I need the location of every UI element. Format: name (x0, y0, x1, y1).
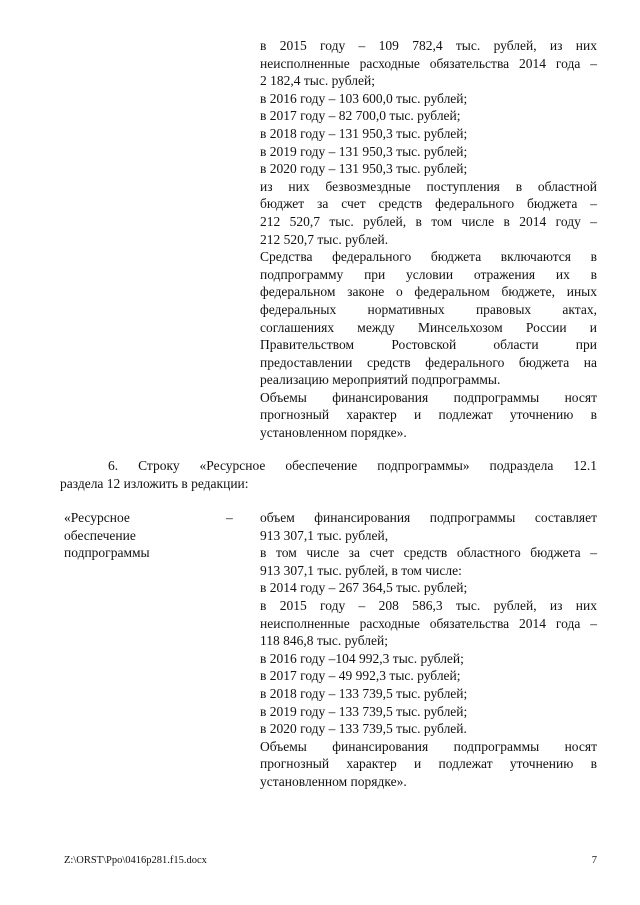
text-line: 212 520,7 тыс. рублей. (260, 231, 389, 247)
text-line: в 2017 году – 82 700,0 тыс. рублей; (260, 108, 461, 124)
text-line: в 2020 году – 131 950,3 тыс. рублей; (260, 161, 468, 177)
text-line: бюджет за счет средств федерального бюджета – (260, 196, 597, 212)
text-line: установленном порядке». (260, 773, 407, 789)
text-line: федеральном законе о федеральном бюджете, иных (260, 284, 597, 300)
paragraph-6 (60, 457, 597, 492)
text-line: установленном порядке». (260, 425, 407, 441)
text-line: федеральных нормативных правовых актах, (260, 301, 597, 317)
resource-label-line: «Ресурсное (64, 510, 130, 525)
text-line: прогнозный характер и подлежат уточнению в (260, 407, 597, 423)
resource-label (64, 509, 244, 562)
text-line: в 2017 году – 49 992,3 тыс. рублей; (260, 668, 461, 684)
text-line: 212 520,7 тыс. рублей, в том числе в 2014 году – (260, 213, 597, 229)
text-line: Объемы финансирования подпрограммы носят (260, 389, 597, 405)
text-line: в том числе за счет средств областного бюджета – (260, 545, 597, 561)
funding-block-1 (260, 37, 597, 442)
text-line: в 2015 году – 208 586,3 тыс. рублей, из них (260, 597, 597, 613)
text-line: объем финансирования подпрограммы составляет (260, 510, 597, 525)
label-dash: – (226, 510, 233, 525)
text-line: подпрограмму при условии отражения их в (260, 266, 597, 282)
text-line: 913 307,1 тыс. рублей, в том числе: (260, 562, 462, 578)
text-line: 913 307,1 тыс. рублей, (260, 527, 389, 543)
text-line: в 2019 году – 133 739,5 тыс. рублей; (260, 703, 468, 719)
page-number: 7 (591, 855, 597, 866)
paragraph-6-line-2: раздела 12 изложить в редакции: (60, 475, 249, 491)
text-line: Средства федерального бюджета включаются в (260, 249, 597, 265)
funding-block-2 (260, 509, 597, 791)
text-line: в 2014 году – 267 364,5 тыс. рублей; (260, 580, 468, 596)
text-line: предоставлении средств федерального бюджета на (260, 354, 597, 370)
text-line: в 2018 году – 133 739,5 тыс. рублей; (260, 685, 468, 701)
text-line: 2 182,4 тыс. рублей; (260, 73, 375, 89)
text-line: неисполненные расходные обязательства 2014 года – (260, 615, 597, 631)
text-line: в 2020 году – 133 739,5 тыс. рублей. (260, 721, 467, 737)
text-line: из них безвозмездные поступления в областной (260, 178, 597, 194)
text-line: в 2015 году – 109 782,4 тыс. рублей, из них (260, 38, 597, 53)
text-line: Объемы финансирования подпрограммы носят (260, 738, 597, 754)
text-line: реализацию мероприятий подпрограммы. (260, 372, 501, 388)
text-line: в 2016 году – 103 600,0 тыс. рублей; (260, 90, 468, 106)
resource-label-line: подпрограммы (64, 545, 150, 561)
text-line: в 2018 году – 131 950,3 тыс. рублей; (260, 125, 468, 141)
paragraph-6-line-1: 6. Строку «Ресурсное обеспечение подпрограммы» подраздела 12.1 (108, 458, 597, 473)
footer-file-path: Z:\ORST\Ppo\0416p281.f15.docx (64, 855, 207, 866)
resource-label-line: обеспечение (64, 527, 136, 543)
text-line: прогнозный характер и подлежат уточнению в (260, 756, 597, 772)
text-line: в 2019 году – 131 950,3 тыс. рублей; (260, 143, 468, 159)
text-line: соглашениях между Минсельхозом России и (260, 319, 597, 335)
text-line: неисполненные расходные обязательства 2014 года – (260, 55, 597, 71)
text-line: Правительством Ростовской области при (260, 337, 597, 353)
text-line: 118 846,8 тыс. рублей; (260, 633, 388, 649)
text-line: в 2016 году –104 992,3 тыс. рублей; (260, 650, 464, 666)
